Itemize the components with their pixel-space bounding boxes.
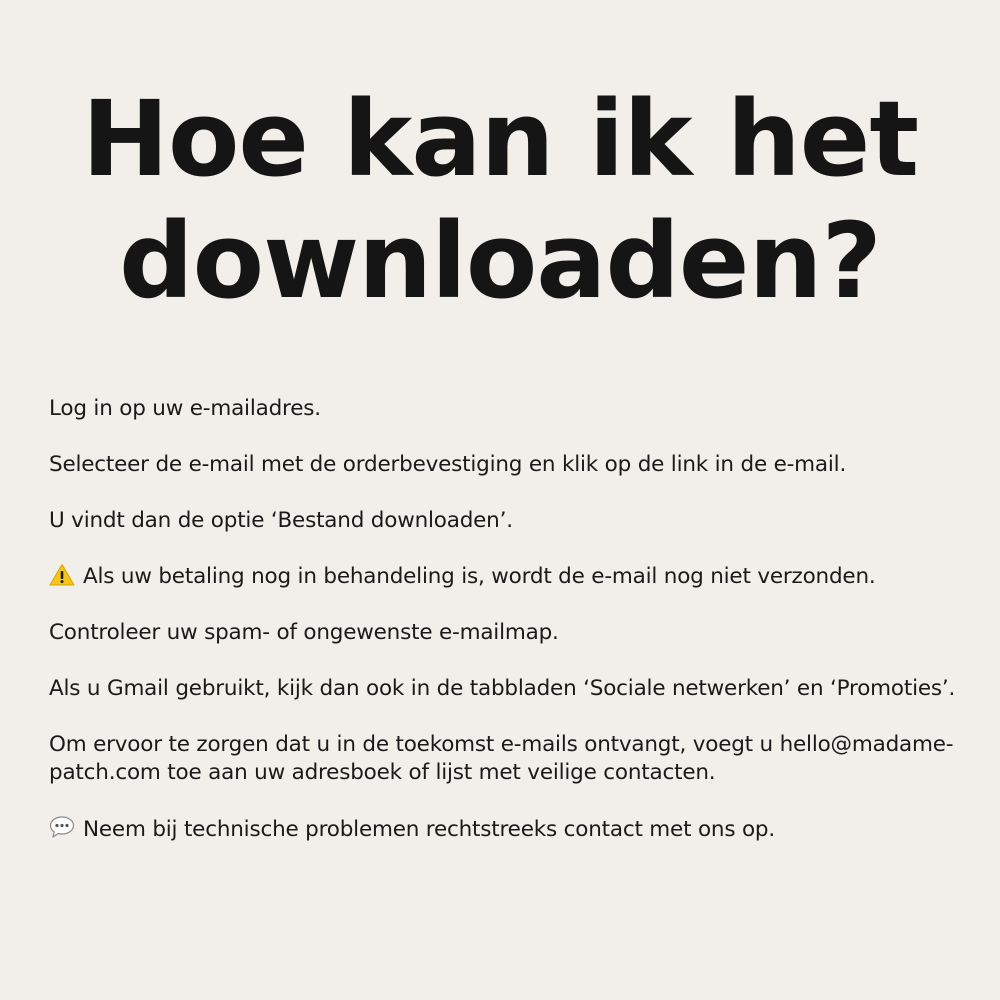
payment-warning-text: Als uw betaling nog in behandeling is, wordt de e-mail nog niet verzonden. [83,564,876,589]
instruction-select-email: Selecteer de e-mail met de orderbevestiging en klik op de link in de e-mail. [49,452,847,477]
instruction-login: Log in op uw e-mailadres. [49,396,321,421]
instruction-check-spam: Controleer uw spam- of ongewenste e-mailmap. [49,620,559,645]
speech-bubble-icon [49,815,75,839]
payment-warning [49,563,959,591]
support-note [49,815,959,844]
page-title: Hoe kan ik het downloaden? [81,78,919,322]
support-note-text: Neem bij technische problemen rechtstreeks contact met ons op. [83,817,775,842]
instruction-gmail-tabs: Als u Gmail gebruikt, kijk dan ook in de tabbladen ‘Sociale netwerken’ en ‘Promoties’. [49,676,956,701]
warning-icon [49,563,75,586]
instruction-add-contact: Om ervoor te zorgen dat u in de toekomst e-mails ontvangt, voegt u hello@madame-patch.com toe aan uw adresboek of lijst met veilige contacten. [49,732,954,785]
instructions [49,395,959,872]
instruction-download-option: U vindt dan de optie ‘Bestand downloaden’. [49,508,513,533]
